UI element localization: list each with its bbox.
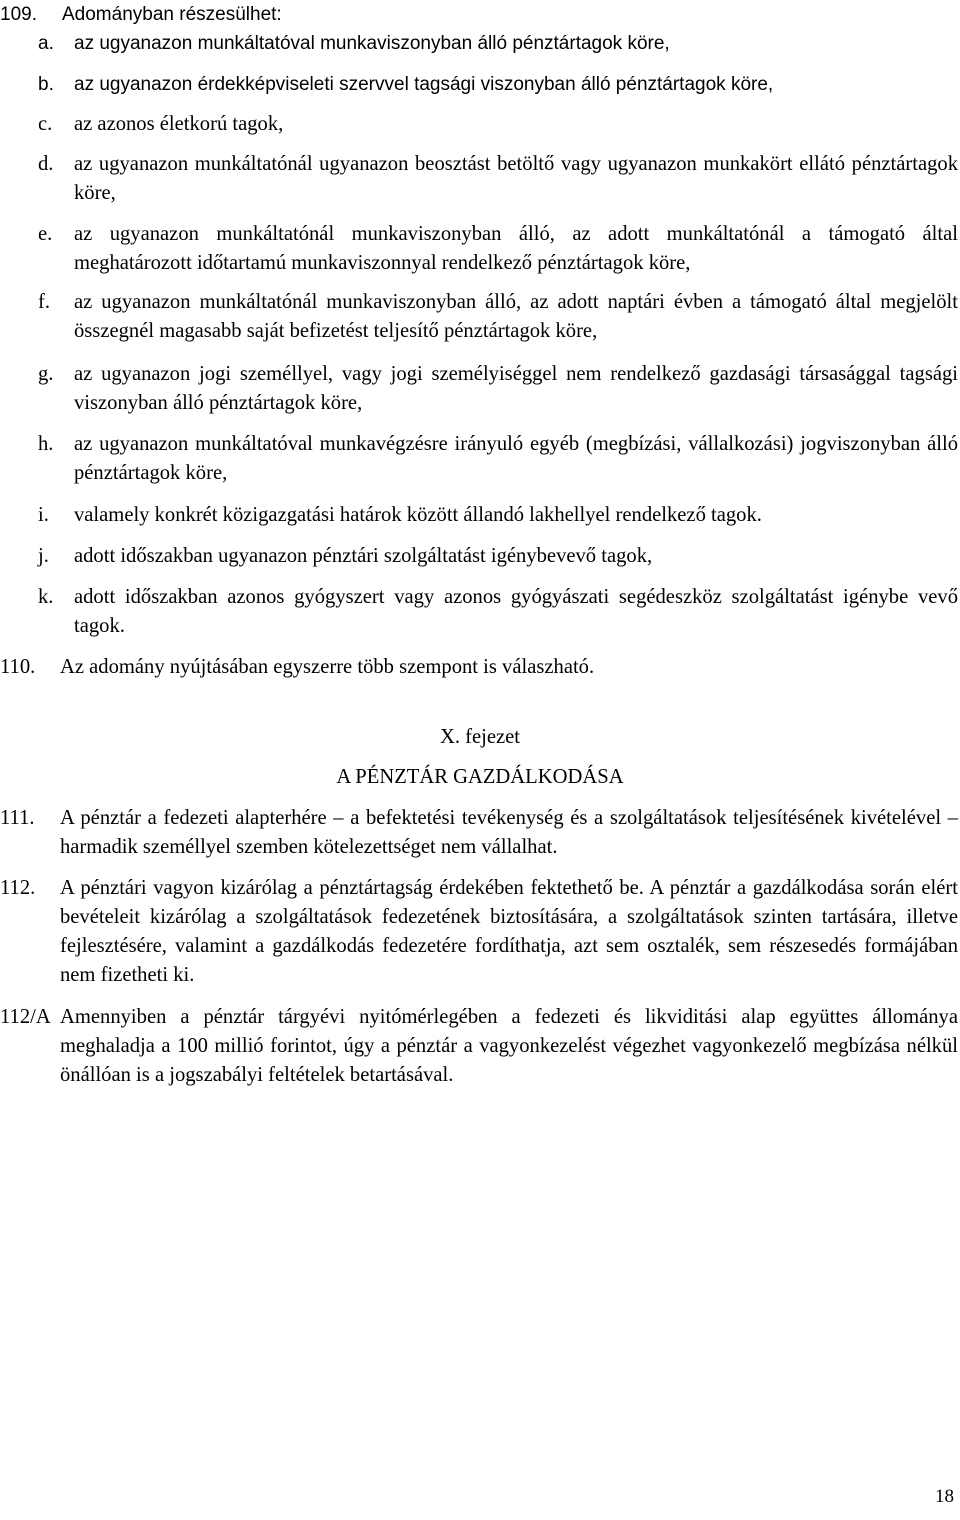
page-number: 18 [935, 1486, 954, 1507]
list-item-text: az ugyanazon jogi személlyel, vagy jogi személyiséggel nem rendelkező gazdasági társasággal tagsági viszonyban álló pénztártagok köre, [74, 363, 958, 414]
list-item [38, 501, 958, 530]
section-112a [0, 1003, 958, 1090]
section-text: A pénztár a fedezeti alapterhére – a befektetési tevékenység és a szolgáltatások teljesítésének kivételével – harmadik személlyel szemben kötelezettséget nem vállalhat. [60, 807, 958, 858]
section-111 [0, 804, 958, 862]
list-item [38, 542, 958, 571]
list-item [38, 288, 958, 346]
list-item [38, 220, 958, 278]
list-item [38, 29, 958, 58]
list-item-label: k. [38, 586, 54, 608]
section-text: Amennyiben a pénztár tárgyévi nyitómérlegében a fedezeti és likviditási alap együttes állománya meghaladja a 100 millió forintot, úgy a pénztár a vagyonkezelést végezhet vagyonkezelő megbízása nélkül önállóan is a jogszabályi feltételek betartásával. [60, 1006, 958, 1086]
section-text: Az adomány nyújtásában egyszerre több szempont is válaszható. [60, 656, 595, 678]
list-item-text: az ugyanazon munkáltatónál munkaviszonyban álló, az adott naptári évben a támogató által megjelölt összegnél magasabb saját befizetést teljesítő pénztártagok köre, [74, 291, 958, 342]
section-110 [0, 653, 958, 682]
chapter-number: X. fejezet [439, 726, 521, 748]
list-item-label: b. [38, 74, 54, 95]
section-number: 111. [0, 807, 35, 829]
list-item-text: az ugyanazon munkáltatónál munkaviszonyban álló, az adott munkáltatónál a támogató által meghatározott időtartamú munkaviszonnyal rendelkező pénztártagok köre, [74, 223, 958, 274]
list-item-text: az ugyanazon munkáltatónál ugyanazon beosztást betöltő vagy ugyanazon munkakört ellátó pénztártagok köre, [74, 153, 958, 204]
list-item-label: e. [38, 223, 53, 245]
list-item-text: adott időszakban azonos gyógyszert vagy azonos gyógyászati segédeszköz szolgáltatást igénybe vevő tagok. [74, 586, 958, 637]
list-item-label: g. [38, 363, 54, 385]
section-title: Adományban részesülhet: [62, 4, 282, 25]
list-item-text: adott időszakban ugyanazon pénztári szolgáltatást igénybevevő tagok, [74, 545, 653, 567]
list-item [38, 430, 958, 488]
list-item [38, 583, 958, 641]
section-text: A pénztári vagyon kizárólag a pénztártagság érdekében fektethető be. A pénztár a gazdálkodása során elért bevételeit kizárólag a szolgáltatások fedezetének biztosítására, a szolgáltatások szinten tartására, illetve fejlesztésére, valamint a gazdálkodás fedezetére fordíthatja, azt sem osztalék, sem részesedés formájában nem fizetheti ki. [60, 877, 958, 986]
section-number: 110. [0, 656, 36, 678]
list-item-label: h. [38, 433, 54, 455]
list-item-text: az ugyanazon érdekképviseleti szervvel tagsági viszonyban álló pénztártagok köre, [74, 74, 774, 95]
section-number: 112/A [0, 1006, 51, 1028]
section-number: 109. [0, 4, 37, 25]
list-item-label: i. [38, 504, 49, 526]
list-item [38, 110, 958, 139]
list-item-label: j. [38, 545, 49, 567]
list-item-label: d. [38, 153, 54, 175]
chapter-title: A PÉNZTÁR GAZDÁLKODÁSA [336, 766, 624, 788]
list-item [38, 150, 958, 208]
section-109-heading [0, 0, 958, 29]
section-112 [0, 874, 958, 990]
list-item-text: valamely konkrét közigazgatási határok között állandó lakhellyel rendelkező tagok. [74, 504, 762, 526]
list-item [38, 360, 958, 418]
list-item-label: f. [38, 291, 51, 313]
list-item-text: az ugyanazon munkáltatóval munkaviszonyban álló pénztártagok köre, [74, 33, 670, 54]
list-item-text: az ugyanazon munkáltatóval munkavégzésre irányuló egyéb (megbízási, vállalkozási) jogviszonyban álló pénztártagok köre, [74, 433, 958, 484]
list-item-label: a. [38, 33, 54, 54]
list-item [38, 70, 958, 99]
list-item-text: az azonos életkorú tagok, [74, 113, 284, 135]
section-number: 112. [0, 877, 36, 899]
list-item-label: c. [38, 113, 53, 135]
